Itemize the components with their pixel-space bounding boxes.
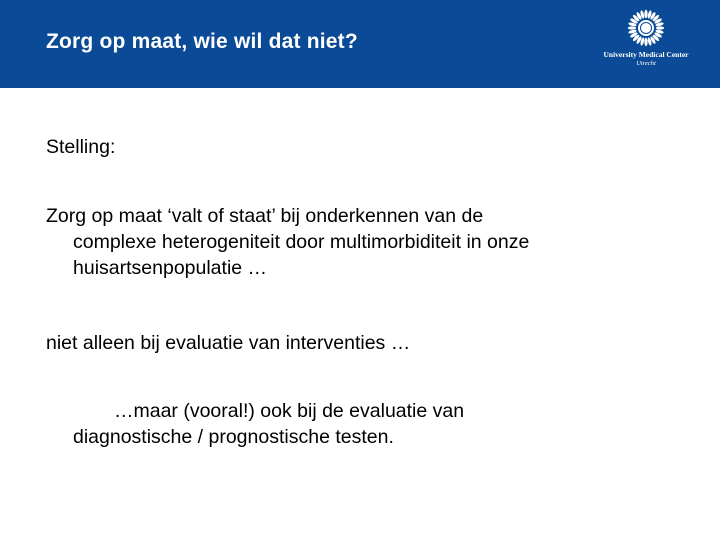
logo-city: Utrecht bbox=[636, 60, 656, 67]
paragraph-interventies: niet alleen bij evaluatie van interventies … bbox=[46, 332, 411, 354]
paragraph-testen bbox=[46, 398, 666, 450]
logo-name: University Medical Center bbox=[603, 50, 689, 59]
paragraph3-line2: diagnostische / prognostische testen. bbox=[73, 426, 394, 448]
paragraph-heterogeniteit bbox=[46, 203, 666, 281]
header-bar bbox=[0, 0, 720, 88]
slide-title: Zorg op maat, wie wil dat niet? bbox=[46, 30, 358, 53]
paragraph1-line2: complexe heterogeniteit door multimorbiditeit in onze bbox=[73, 231, 530, 253]
paragraph1-line1: Zorg op maat ‘valt of staat’ bij onderkennen van de bbox=[46, 205, 484, 227]
paragraph1-line3: huisartsenpopulatie … bbox=[73, 257, 268, 279]
paragraph3-line1: …maar (vooral!) ook bij de evaluatie van bbox=[114, 400, 465, 422]
umc-utrecht-logo bbox=[596, 8, 696, 72]
stelling-label: Stelling: bbox=[46, 136, 116, 158]
sun-emblem-icon bbox=[626, 8, 666, 48]
